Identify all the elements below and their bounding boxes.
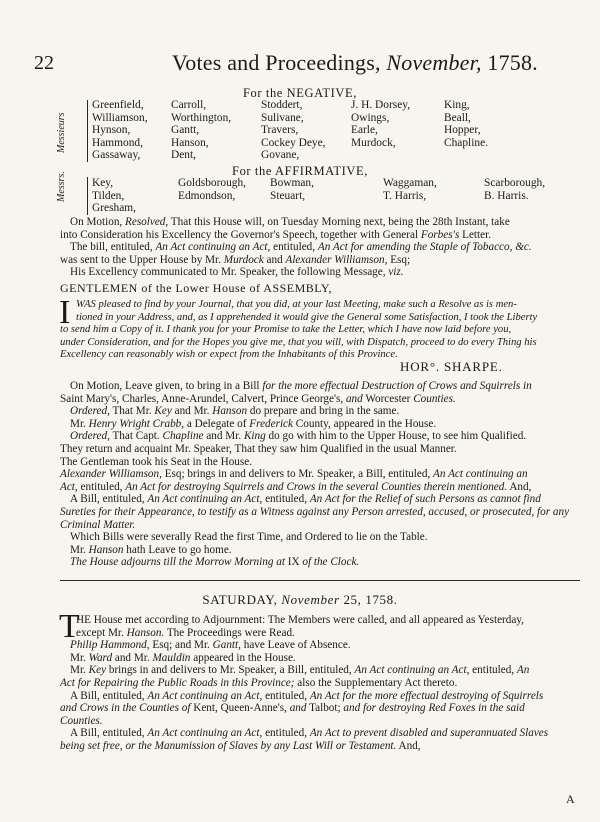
text-line: The bill, entituled, An Act continuing an Act, entituled, An Act for amending the Staple of Tobacco, &c. [70,241,532,254]
vote-row [60,149,580,162]
text-line: and Crows in the Counties of Kent, Queen-Anne's, and Talbot; and for destroying Red Foxes in the said [60,702,525,715]
member-name: Stoddert, [261,99,303,111]
member-name: Dent, [171,149,196,162]
message-dropcap: I [59,294,71,331]
text-line: The Gentleman took his Seat in the House. [60,455,253,468]
text-line: was sent to the Upper House by Mr. Murdock and Alexander Williamson, Esq; [60,253,411,266]
text-line: Mr. Key brings in and delivers to Mr. Speaker, a Bill, entituled, An Act continuing an Act, entituled, An [70,664,530,677]
negative-side-label: Messieurs [56,112,67,153]
message-body [60,299,580,362]
member-name: Gassaway, [92,149,141,162]
vote-row [60,112,580,125]
text-line: WAS pleased to find by your Journal, that you did, at your last Meeting, make such a Resolve as is men- [76,299,517,310]
negative-heading: For the NEGATIVE, [242,86,357,100]
member-name: Gantt, [171,124,200,137]
text-line: A Bill, entituled, An Act continuing an Act, entituled, An Act for the more effectual destroying of Squirrels [70,689,544,702]
member-name: T. Harris, [383,189,427,202]
text-line: tioned in your Address, and, as I apprehended it would give the General some Satisfaction, I took the Liberty [76,311,538,323]
member-name: Edmondson, [178,189,236,202]
text-line: Mr. Ward and Mr. Mauldin appeared in the House. [70,651,296,664]
vote-row [60,137,580,150]
affirmative-vote-table [60,177,580,215]
text-line: They return and acquaint Mr. Speaker, That they saw him Qualified in the usual Manner. [60,442,457,455]
member-name: Murdock, [351,136,396,149]
text-line: On Motion, Resolved, That this House will, on Tuesday Morning next, being the 28th Instant, take [70,216,510,228]
member-name: Key, [92,177,114,189]
text-line: Act for Repairing the Public Roads in this Province; also the Supplementary Act thereto. [60,676,458,689]
text-line: Ordered, That Capt. Chapline and Mr. King do go with him to the Upper House, to see him Qualified. [70,430,527,443]
text-line: to send him a Copy of it. I thank you for your Promise to take the Letter, which I have now laid before you, [60,324,512,336]
vote-row [60,124,580,137]
member-name: Bowman, [270,177,314,189]
member-name: Gresham, [92,202,136,215]
proceedings-block-2 [60,380,580,569]
member-name: Chapline. [444,136,488,149]
running-head-title: Votes and Proceedings, [172,50,381,75]
member-name: Steuart, [270,189,306,202]
text-line: Counties. [60,714,103,727]
member-name: Hynson, [92,124,131,137]
running-head-month: November, [386,50,482,75]
text-line: Saint Mary's, Charles, Anne-Arundel, Calvert, Prince George's, and Worcester Counties. [60,392,456,405]
negative-vote-table [60,99,580,162]
text-line: Excellency can reasonably wish or expect from the Inhabitants of this Province. [60,349,398,361]
text-line: Alexander Williamson, Esq; brings in and delivers to Mr. Speaker, a Bill, entituled, An Act continuing an [60,468,528,481]
member-name: J. H. Dorsey, [351,99,411,111]
text-line: Criminal Matter. [60,518,136,531]
saturday-dropcap: T [59,608,80,645]
member-name: Hammond, [92,136,143,149]
running-head [172,50,538,76]
member-name: King, [444,99,470,111]
member-name: Tilden, [92,189,125,202]
vote-row [60,190,580,203]
running-head-year: 1758. [487,50,538,75]
text-line: A Bill, entituled, An Act continuing an Act, entituled, An Act to prevent disabled and superannuated Slaves [70,727,549,740]
member-name: Waggaman, [383,177,437,189]
member-name: Beall, [444,111,471,124]
text-line: except Mr. Hanson. The Proceedings were Read. [76,626,295,639]
member-name: Worthington, [171,111,232,124]
member-name: Carroll, [171,99,207,111]
text-line: Philip Hammond, Esq; and Mr. Gantt, have Leave of Absence. [70,639,351,652]
vote-row [60,177,580,190]
vote-row [60,99,580,112]
text-line: being set free, or the Manumission of Slaves by any Last Will or Testament. And, [60,739,421,752]
text-line: into Consideration his Excellency the Governor's Speech, together with General Forbes's Letter. [60,228,491,241]
member-name: Sulivane, [261,111,304,124]
message-signature: HOR°. SHARPE. [400,359,503,374]
text-line: On Motion, Leave given, to bring in a Bill for the more effectual Destruction of Crows and Squirrels in [70,380,532,392]
text-line: Act, entituled, An Act for destroying Squirrels and Crows in the several Counties therein mentioned. And, [60,480,532,493]
member-name: Greenfield, [92,99,144,111]
saturday-proceedings [60,614,580,753]
text-line: HE House met according to Adjournment: The Members were called, and all appeared as Yesterday, [76,614,524,626]
proceedings-block-1 [60,216,580,279]
text-line: Mr. Henry Wright Crabb, a Delegate of Frederick County, appeared in the House. [70,417,437,430]
text-line: Which Bills were severally Read the first Time, and Ordered to lie on the Table. [70,531,428,544]
text-line: A Bill, entituled, An Act continuing an Act, entituled, An Act for the Relief of such Persons as cannot find [70,493,541,506]
affirmative-heading: For the AFFIRMATIVE, [232,164,368,178]
member-name: Earle, [351,124,378,137]
text-line: The House adjourns till the Morrow Morning at IX of the Clock. [70,556,360,569]
member-name: Hanson, [171,136,209,149]
member-name: Owings, [351,111,390,124]
member-name: Hopper, [444,124,481,137]
section-divider [60,580,580,581]
member-name: Goldsborough, [178,177,247,189]
text-line: Mr. Hanson hath Leave to go home. [70,543,232,556]
message-salutation: GENTLEMEN of the Lower House of ASSEMBLY, [60,281,333,295]
member-name: B. Harris. [484,189,529,202]
saturday-heading: SATURDAY, November 25, 1758. [202,592,398,607]
text-line: under Consideration, and for the Hopes you give me, that you will, with Dispatch, proceed to do every Thing his [60,336,537,348]
text-line: Ordered, That Mr. Key and Mr. Hanson do prepare and bring in the same. [70,405,400,418]
affirmative-side-label: Messrs. [56,171,67,202]
page-number: 22 [34,52,54,74]
member-name: Williamson, [92,111,148,124]
catchword: A [566,792,575,806]
member-name: Travers, [261,124,299,137]
member-name: Scarborough, [484,177,546,189]
text-line: His Excellency communicated to Mr. Speaker, the following Message, viz. [70,266,404,279]
vote-row [60,202,580,215]
text-line: Sureties for their Appearance, to testify as a Witness against any Person arrested, accused, or prosecuted, for any [60,505,570,518]
member-name: Govane, [261,149,300,162]
member-name: Cockey Deye, [261,136,326,149]
